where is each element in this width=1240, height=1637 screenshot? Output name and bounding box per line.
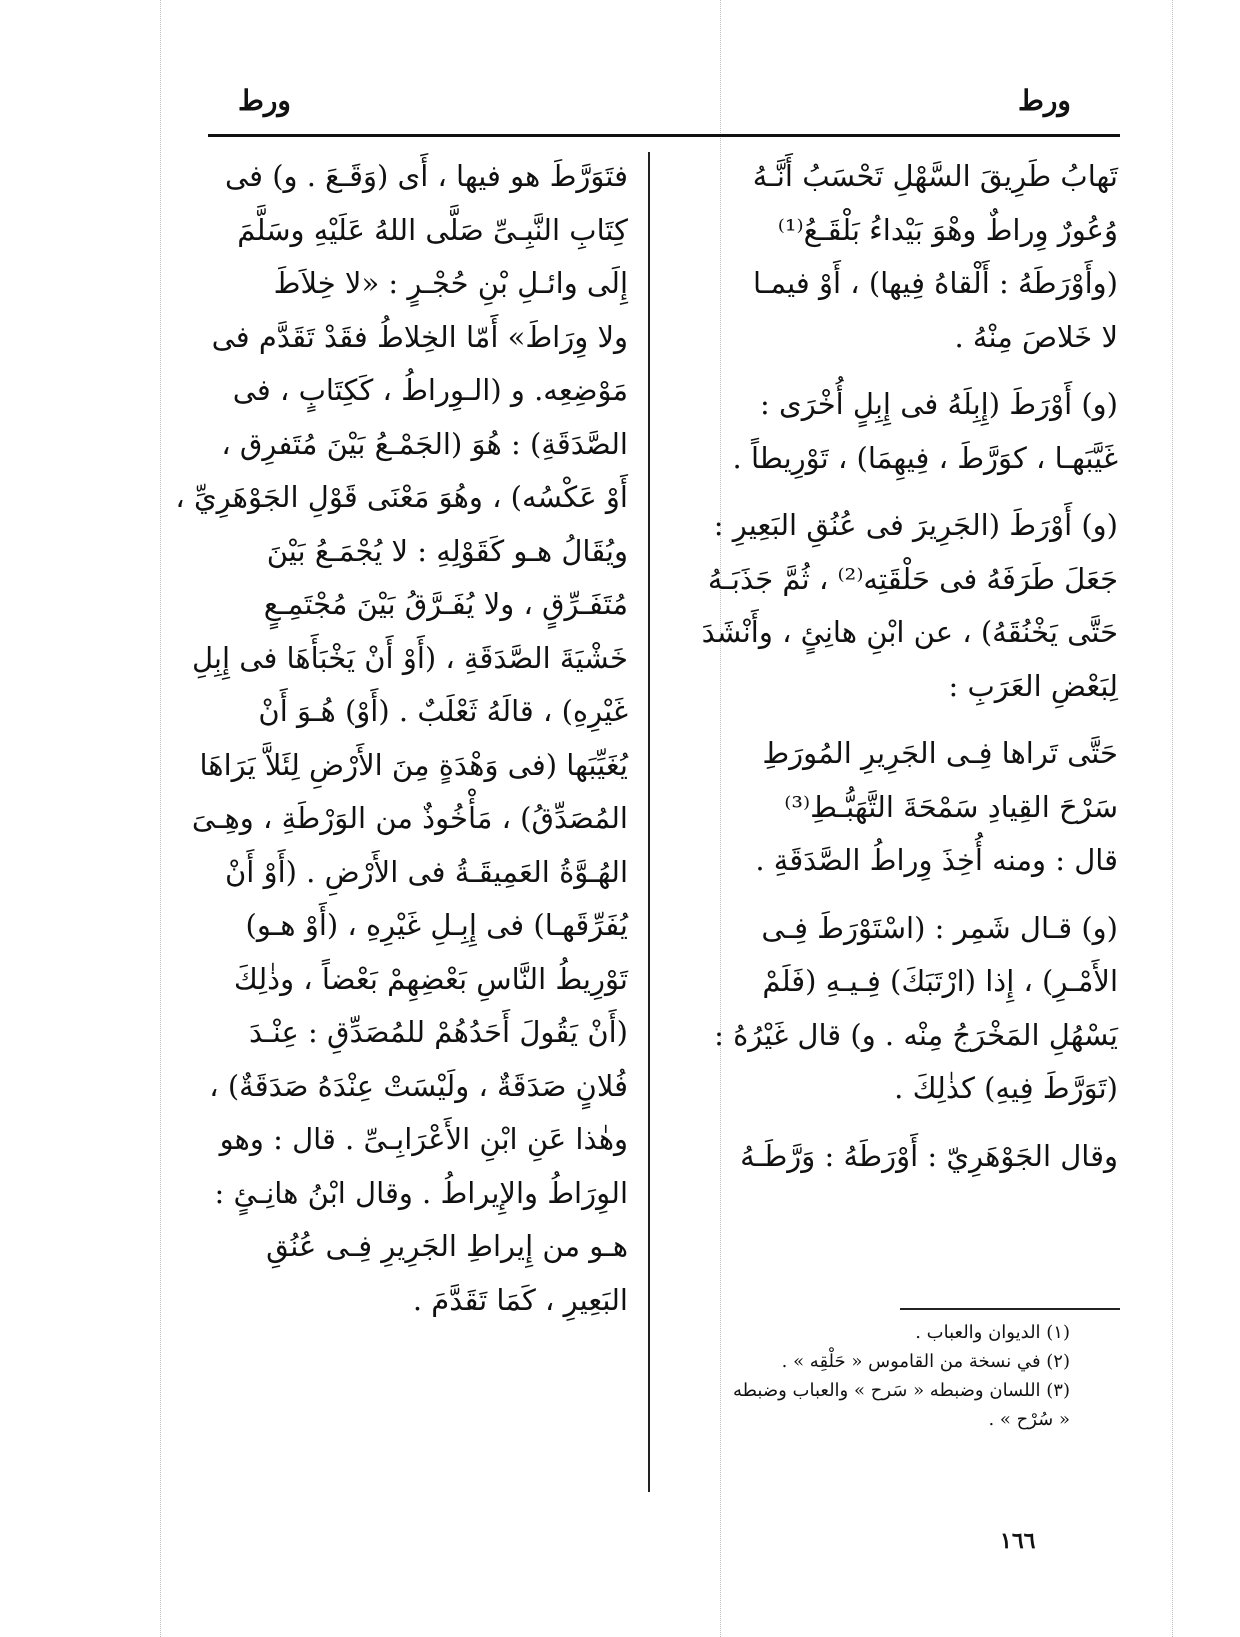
footnote-rule bbox=[900, 1308, 1120, 1310]
text-line: فتَوَرَّطَ هو فيها ، أَى (وَقَـعَ . و) فى bbox=[224, 159, 628, 193]
text-line: تَوْرِيطُ النَّاسِ بَعْضِهِمْ بَعْضاً ، وذٰلِكَ bbox=[233, 961, 628, 996]
text-line: تَهابُ طَرِيقَ السَّهْلِ تَحْسَبُ أَنَّـهُ bbox=[752, 159, 1118, 193]
paragraph-gap bbox=[678, 485, 1118, 499]
paragraph-gap bbox=[678, 1116, 1118, 1130]
text-line: جَعَلَ طَرَفَهُ فى حَلْقَتِه⁽²⁾ ، ثُمَّ جَذَبَـهُ bbox=[707, 561, 1118, 596]
text-line: (و) أَوْرَطَ (الجَرِيرَ فى عُنُقِ البَعِيرِ : bbox=[713, 508, 1118, 542]
text-line: الأَمْـرِ) ، إِذا (ارْتَبَكَ) فِـيـهِ (فَلَمْ bbox=[762, 964, 1118, 998]
text-line: (وأَوْرَطَهُ : أَلْقاهُ فِيها) ، أَوْ فيمـا bbox=[753, 266, 1118, 300]
running-header-right: ورط bbox=[1018, 84, 1071, 117]
scan-dot-line bbox=[1172, 0, 1173, 1637]
text-line: يَسْهُلِ المَخْرَجُ مِنْه . و) قال غَيْرُهُ : bbox=[714, 1017, 1118, 1052]
text-line: وقال الجَوْهَرِيّ : أَوْرَطَهُ : وَرَّطَـهُ bbox=[740, 1138, 1118, 1173]
text-line: مُتَفَـرِّقٍ ، ولا يُفَـرَّقُ بَيْنَ مُجْتَمِـعٍ bbox=[263, 587, 628, 621]
text-line: غَيْرِهِ) ، قالَهُ ثَعْلَبٌ . (أَوْ) هُـوَ أَنْ bbox=[258, 694, 628, 728]
text-line: مَوْضِعِه. و (الـوِراطُ ، كَكِتَابٍ ، فى bbox=[232, 373, 628, 407]
text-line: (و) أَوْرَطَ (إِبِلَهُ فى إِبِلٍ أُخْرَى : bbox=[760, 387, 1118, 421]
page-number: ١٦٦ bbox=[1000, 1528, 1036, 1554]
paragraph-gap bbox=[678, 364, 1118, 378]
text-line: البَعِيرِ ، كَمَا تَقَدَّمَ . bbox=[412, 1282, 628, 1317]
text-line: سَرْحَ القِيادِ سَمْحَةَ التَّهَبُّـطِ⁽³⁾ bbox=[784, 789, 1118, 824]
text-line: وهٰذا عَنِ ابْنِ الأَعْرَابِـىِّ . قال : وهو bbox=[219, 1122, 628, 1156]
header-rule bbox=[208, 134, 1120, 137]
text-line: وُعُورٌ وِراطٌ وهْوَ بَيْداءُ بَلْقَـعُ⁽¹⁾ bbox=[777, 212, 1118, 247]
text-line: كِتَابِ النَّبِـىِّ صَلَّى اللهُ عَلَيْهِ وسَلَّمَ bbox=[237, 212, 628, 247]
text-line: الوِرَاطُ والإِيراطُ . وقال ابْنُ هانِـئٍ : bbox=[214, 1175, 628, 1210]
text-line: إِلَى وائـلِ بْنِ حُجْـرٍ : «لا خِلاَطَ bbox=[273, 266, 628, 300]
text-line: الهُـوَّةُ العَمِيقَـةُ فى الأَرْضِ . (أَوْ أَنْ bbox=[225, 854, 628, 889]
right-text-column bbox=[678, 150, 1118, 1183]
text-line: حَتَّى يَخْنُقَهُ) ، عن ابْنِ هانِئٍ ، وأَنْشَدَ bbox=[701, 615, 1118, 649]
paragraph-gap bbox=[678, 888, 1118, 902]
text-line: ويُقَالُ هـو كَقَوْلِهِ : لا يُجْمَـعُ بَيْنَ bbox=[266, 533, 628, 568]
scan-dot-line bbox=[160, 0, 161, 1637]
text-line: ولا وِرَاطَ» أَمّا الخِلاطُ فقَدْ تَقَدَّم فى bbox=[211, 319, 628, 354]
left-text-column bbox=[175, 150, 628, 1327]
paragraph-gap bbox=[678, 713, 1118, 727]
text-line: فُلانٍ صَدَقَةٌ ، ولَيْسَتْ عِنْدَهُ صَدَقَةٌ) ، bbox=[209, 1068, 628, 1103]
running-header-left: ورط bbox=[238, 84, 291, 117]
text-line: لِبَعْضِ العَرَبِ : bbox=[948, 668, 1118, 703]
text-line: غَيَّبَهـا ، كوَرَّطَ ، فِيهِمَا) ، تَوْرِيطاً . bbox=[732, 440, 1118, 475]
text-line: خَشْيَةَ الصَّدَقَةِ ، (أَوْ أَنْ يَخْبَأَهَا فى إِبِلِ bbox=[191, 640, 628, 675]
text-line: يُفَرِّقَهـا) فى إِبِـلِ غَيْرِهِ ، (أَوْ هـو) bbox=[245, 908, 628, 942]
footnote-line: (٣) اللسان وضبطه « سَرح » والعباب وضبطه bbox=[732, 1380, 1070, 1401]
text-line: حَتَّى تَراها فِـى الجَرِيرِ المُورَطِ bbox=[762, 736, 1118, 770]
footnotes bbox=[650, 1318, 1070, 1434]
text-line: يُغَيِّبَها (فى وَهْدَةٍ مِنَ الأَرْضِ لِئَلاَّ يَرَاهَا bbox=[199, 747, 628, 782]
text-line: أَوْ عَكْسُه) ، وهُوَ مَعْنَى قَوْلِ الجَوْهَرِيِّ ، bbox=[175, 480, 628, 514]
column-divider bbox=[648, 152, 650, 1492]
footnote-line: « سُرْح » . bbox=[988, 1409, 1070, 1430]
text-line: قال : ومنه أُخِذَ وِراطُ الصَّدَقَةِ . bbox=[755, 843, 1118, 877]
text-line: (و) قـال شَمِر : (اسْتَوْرَطَ فِـى bbox=[761, 910, 1118, 945]
text-line: لا خَلاصَ مِنْهُ . bbox=[954, 319, 1118, 354]
text-line: هـو من إِيراطِ الجَرِيرِ فِـى عُنُقِ bbox=[266, 1229, 628, 1263]
text-line: (تَوَرَّطَ فِيهِ) كذٰلِكَ . bbox=[894, 1071, 1118, 1105]
footnote-line: (٢) في نسخة من القاموس « حَلْقِه » . bbox=[781, 1351, 1070, 1372]
footnote-line: (١) الديوان والعباب . bbox=[915, 1322, 1070, 1343]
text-line: (أَنْ يَقُولَ أَحَدُهُمْ للمُصَدِّقِ : عِنْـدَ bbox=[249, 1015, 628, 1049]
text-line: الصَّدَقَةِ) : هُوَ (الجَمْـعُ بَيْنَ مُتَفرِق ، bbox=[221, 426, 628, 461]
text-line: المُصَدِّقُ) ، مَأْخُوذٌ من الوَرْطَةِ ، وهِـىَ bbox=[191, 801, 628, 835]
